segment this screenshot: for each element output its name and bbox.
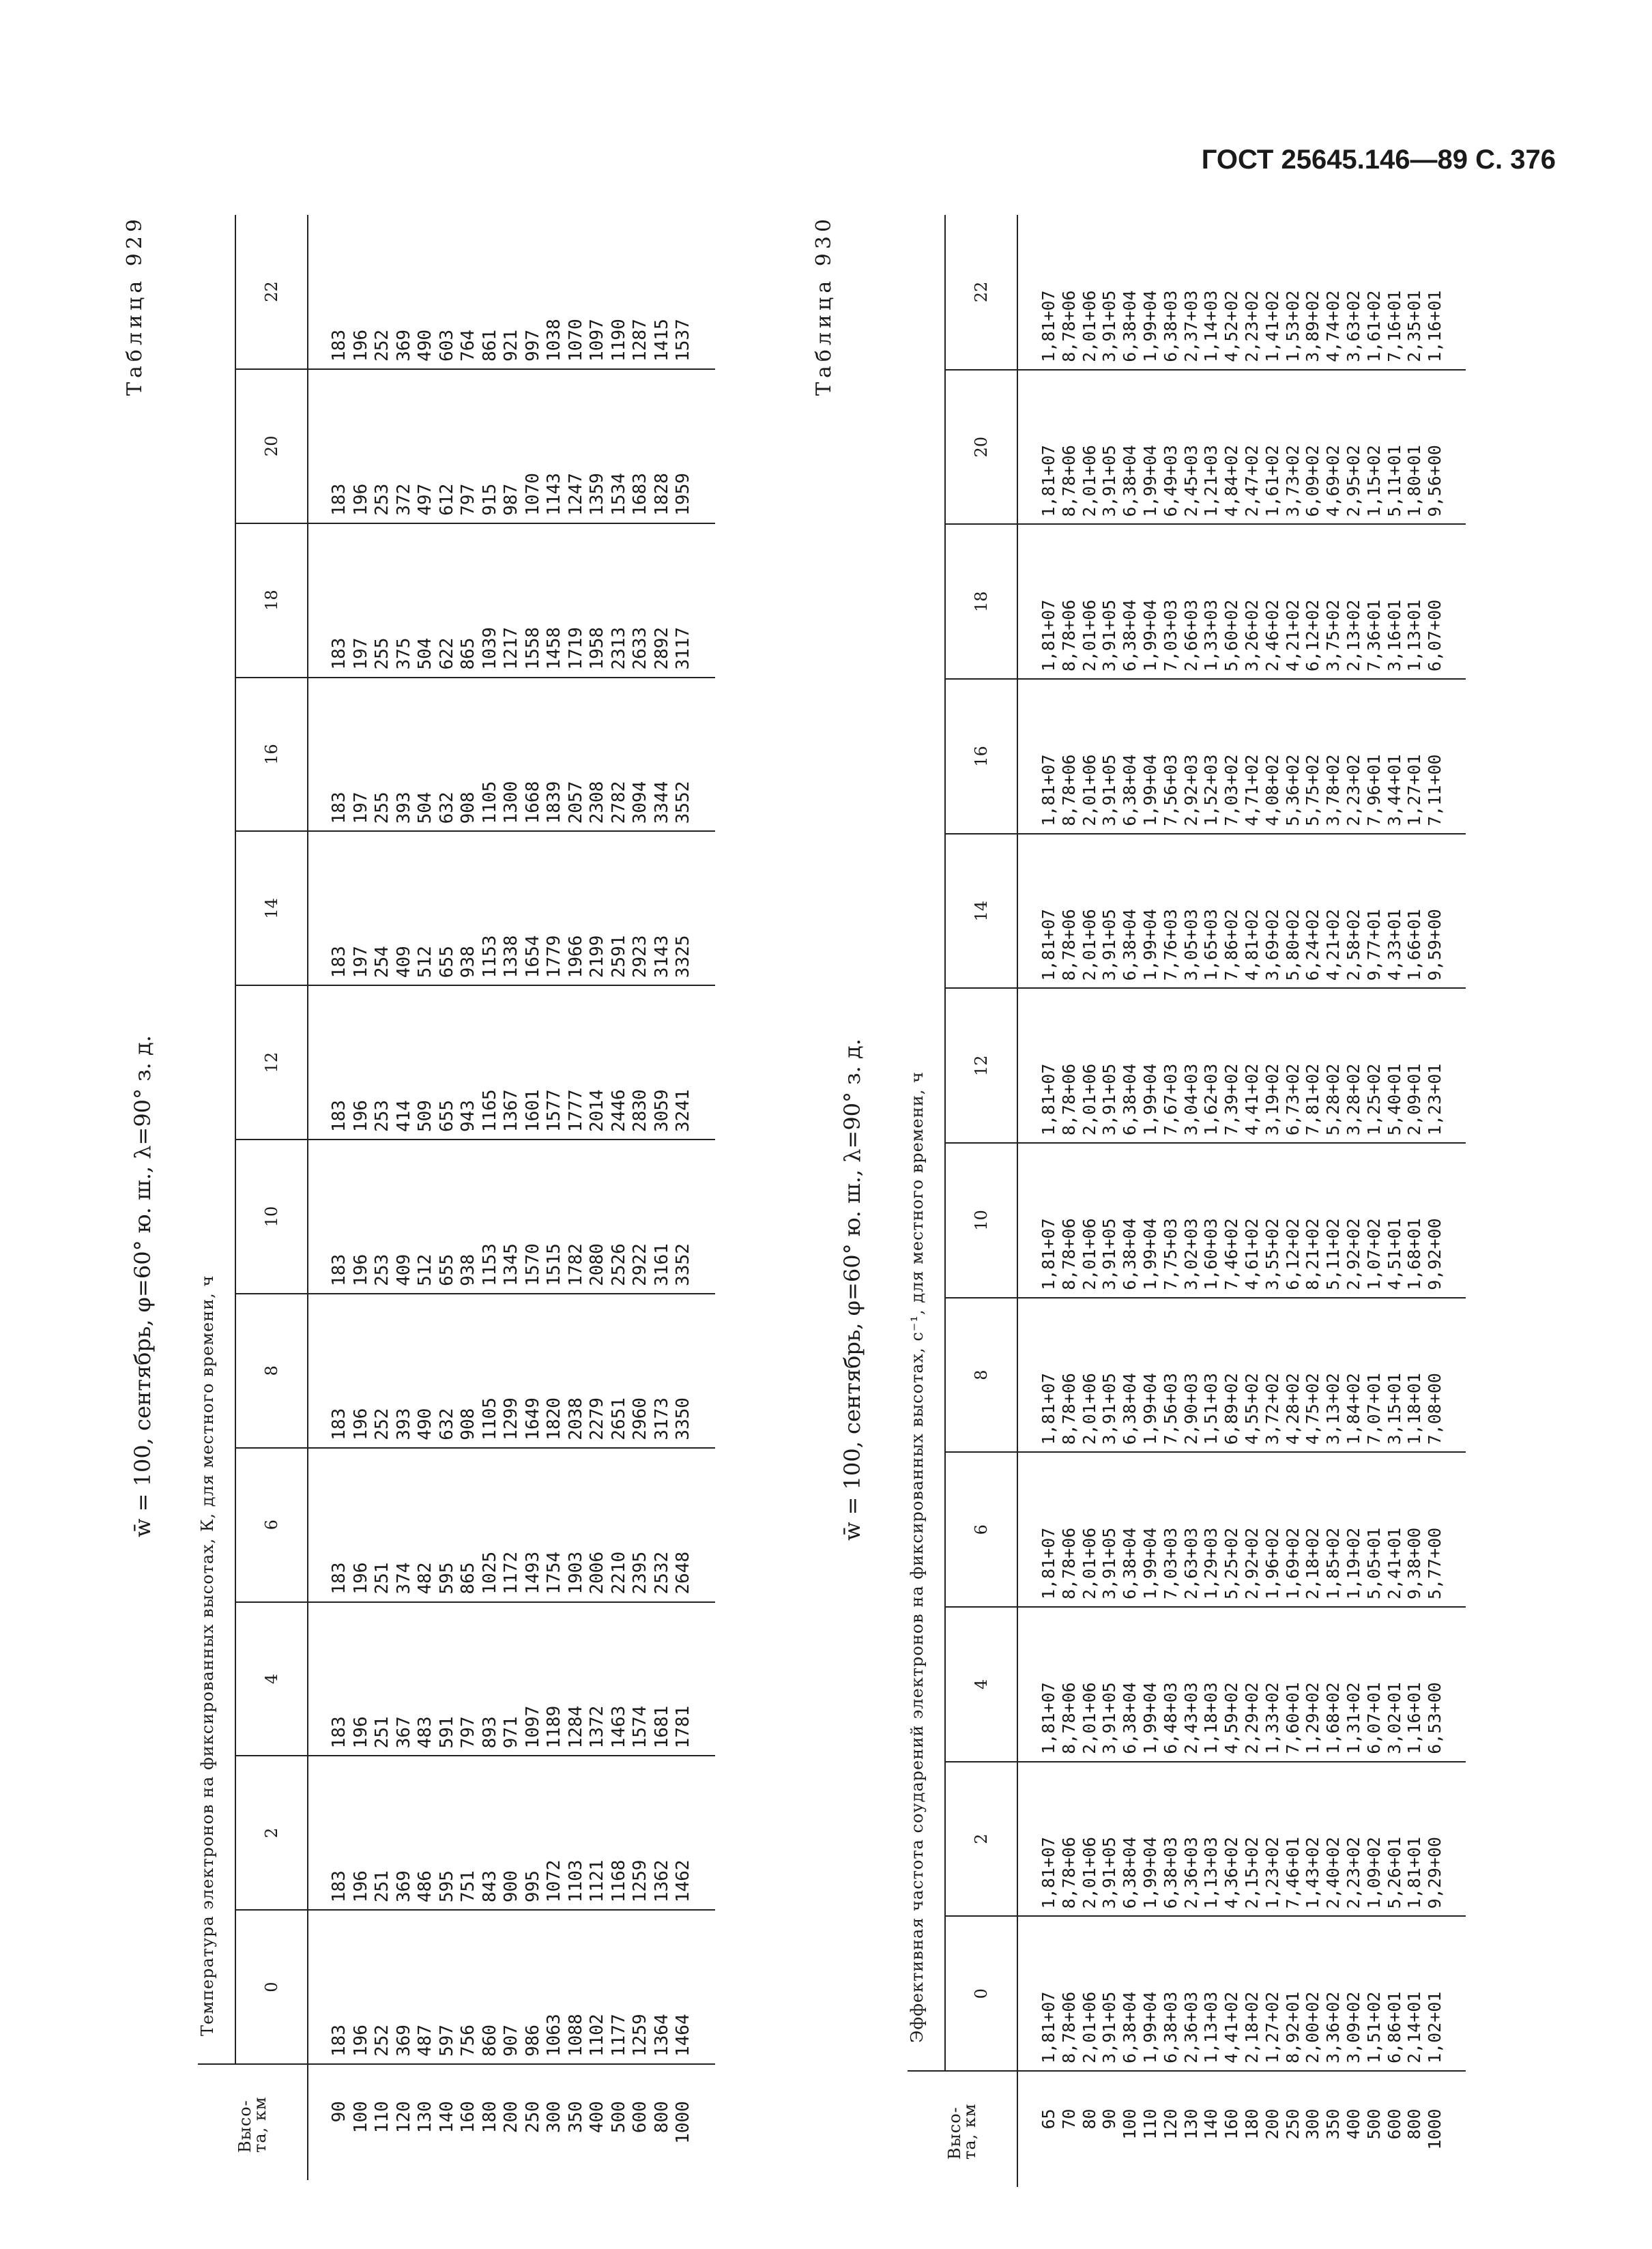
values-list: 183 196 252 393 490 632 908 1105 1299 1649 1820 2038 2279 2651 2960 3173 3350 xyxy=(329,1397,693,1440)
time-header-8: 8 xyxy=(945,1298,1017,1453)
values-column-18 xyxy=(308,523,715,678)
time-header-4: 4 xyxy=(945,1607,1017,1762)
values-column-18 xyxy=(1017,524,1466,679)
time-header-10: 10 xyxy=(945,1143,1017,1298)
values-column-8 xyxy=(308,1294,715,1448)
time-header-0: 0 xyxy=(235,1910,308,2064)
values-list: 183 196 251 374 482 595 865 1025 1172 1493 1754 1903 2006 2210 2395 2532 2648 xyxy=(329,1551,693,1595)
table-929-block xyxy=(123,215,819,2180)
values-column-22 xyxy=(308,215,715,369)
values-list: 1,81+07 8,78+06 2,01+06 3,91+05 6,38+04 1,99+04 7,67+03 3,04+03 1,62+03 7,39+02 4,41+02 3,19+02 6,73+02 7,81+02 5,28+02 3,28+02 1,25+02 5,40+01 2,09+01 1,23+01 xyxy=(1039,1063,1445,1136)
values-column-6 xyxy=(1017,1452,1466,1607)
time-header-row xyxy=(945,215,1017,2187)
values-list: 1,81+07 8,78+06 2,01+06 3,91+05 6,38+04 1,99+04 7,03+03 2,66+03 1,33+03 5,60+02 3,26+02 2,46+02 4,21+02 6,12+02 3,75+02 2,13+02 7,36+01 3,16+01 1,13+01 6,07+00 xyxy=(1039,599,1445,672)
values-column-4 xyxy=(1017,1607,1466,1762)
values-list: 1,81+07 8,78+06 2,01+06 3,91+05 6,38+04 1,99+04 7,56+03 2,90+03 1,51+03 6,89+02 4,55+02 3,72+02 4,28+02 4,75+02 3,13+02 1,84+02 7,07+01 3,15+01 1,18+01 7,08+00 xyxy=(1039,1373,1445,1445)
values-column-6 xyxy=(308,1448,715,1602)
values-column-20 xyxy=(1017,370,1466,525)
time-header-22: 22 xyxy=(945,215,1017,370)
values-list: 1,81+07 8,78+06 2,01+06 3,91+05 6,38+04 1,99+04 6,38+03 2,37+03 1,14+03 4,52+02 2,23+02 1,41+02 1,53+02 3,89+02 4,74+02 3,63+02 1,61+02 7,16+01 2,35+01 1,16+01 xyxy=(1039,290,1445,362)
time-header-4: 4 xyxy=(235,1602,308,1756)
values-column-16 xyxy=(1017,679,1466,834)
values-column-16 xyxy=(308,678,715,832)
values-column-22 xyxy=(1017,215,1466,370)
values-list: 183 197 255 375 504 622 865 1039 1217 1558 1458 1719 1958 2313 2633 2892 3117 xyxy=(329,626,693,670)
time-header-6: 6 xyxy=(945,1452,1017,1607)
values-column-2 xyxy=(308,1756,715,1910)
time-header-10: 10 xyxy=(235,1140,308,1294)
height-header: Высо- та, км xyxy=(908,2071,1017,2187)
time-header-22: 22 xyxy=(235,215,308,369)
time-header-16: 16 xyxy=(945,679,1017,834)
table-930 xyxy=(908,215,1466,2187)
values-list: 183 196 253 409 512 655 938 1153 1345 1570 1515 1782 2080 2526 2922 3161 3352 xyxy=(329,1243,693,1286)
values-column-20 xyxy=(308,369,715,523)
values-list: 183 196 252 369 490 603 764 861 921 997 1038 1070 1097 1190 1287 1415 1537 xyxy=(329,319,693,362)
table-body-row xyxy=(1017,215,1466,2187)
time-header-6: 6 xyxy=(235,1448,308,1602)
values-column-0 xyxy=(308,1910,715,2064)
time-header-12: 12 xyxy=(235,985,308,1140)
values-column-2 xyxy=(1017,1762,1466,1917)
time-header-20: 20 xyxy=(235,369,308,523)
time-header-14: 14 xyxy=(235,831,308,985)
values-column-10 xyxy=(308,1140,715,1294)
time-header-2: 2 xyxy=(945,1762,1017,1917)
values-list: 1,81+07 8,78+06 2,01+06 3,91+05 6,38+04 1,99+04 7,56+03 2,92+03 1,52+03 7,03+02 4,71+02 4,08+02 5,36+02 5,75+02 3,78+02 2,23+02 7,96+01 3,44+01 1,27+01 7,11+00 xyxy=(1039,754,1445,826)
table-body-row xyxy=(308,215,715,2180)
time-header-18: 18 xyxy=(945,524,1017,679)
values-column-8 xyxy=(1017,1298,1466,1453)
values-list: 1,81+07 8,78+06 2,01+06 3,91+05 6,38+04 1,99+04 7,76+03 3,05+03 1,65+03 7,86+02 4,81+02 3,69+02 5,80+02 6,24+02 4,21+02 2,58+02 9,77+01 4,33+01 1,66+01 9,59+00 xyxy=(1039,909,1445,981)
values-list: 183 196 251 369 486 595 751 843 900 995 1072 1103 1121 1168 1259 1362 1462 xyxy=(329,1859,693,1903)
time-header-18: 18 xyxy=(235,523,308,678)
values-list: 1,81+07 8,78+06 2,01+06 3,91+05 6,38+04 1,99+04 6,49+03 2,45+03 1,21+03 4,84+02 2,47+02 1,61+02 3,73+02 6,09+02 4,69+02 2,95+02 1,15+02 5,11+01 1,80+01 9,56+00 xyxy=(1039,445,1445,517)
values-list: 1,81+07 8,78+06 2,01+06 3,91+05 6,38+04 1,99+04 7,03+03 2,63+03 1,29+03 5,25+02 2,92+02 1,96+02 1,69+02 2,18+02 1,85+02 1,19+02 5,05+01 2,41+01 9,38+00 5,77+00 xyxy=(1039,1527,1445,1600)
group-header: Эффективная частота соударений электронов на фиксированных высотах, с⁻¹, для местного времени, ч xyxy=(908,215,945,2071)
values-list: 183 196 253 414 509 655 943 1165 1367 1601 1577 1777 2014 2446 2830 3059 3241 xyxy=(329,1089,693,1133)
heights-column xyxy=(308,2064,715,2180)
values-column-14 xyxy=(308,831,715,985)
page-header: ГОСТ 25645.146—89 С. 376 xyxy=(1201,145,1556,175)
heights-list: 65 70 80 90 100 110 120 130 140 160 180 200 250 300 350 400 500 600 800 1000 xyxy=(1039,2108,1445,2150)
values-list: 1,81+07 8,78+06 2,01+06 3,91+05 6,38+04 1,99+04 7,75+03 3,02+03 1,60+03 7,46+02 4,61+02 3,55+02 6,12+02 8,21+02 5,11+02 2,92+02 1,07+02 4,51+01 1,68+01 9,92+00 xyxy=(1039,1218,1445,1290)
table-930-subtitle: w̄ = 100, сентябрь, φ=60° ю. ш., λ=90° з. д. xyxy=(839,1039,865,1541)
values-list: 183 196 253 372 497 612 797 915 987 1070 1143 1247 1359 1534 1683 1828 1959 xyxy=(329,473,693,516)
time-header-8: 8 xyxy=(235,1294,308,1448)
values-column-10 xyxy=(1017,1143,1466,1298)
values-column-12 xyxy=(1017,988,1466,1143)
values-list: 1,81+07 8,78+06 2,01+06 3,91+05 6,38+04 1,99+04 6,38+03 2,36+03 1,13+03 4,41+02 2,18+02 1,27+02 8,92+01 2,00+02 3,36+02 3,09+02 1,51+02 6,86+01 2,14+01 1,02+01 xyxy=(1039,1991,1445,2063)
time-header-16: 16 xyxy=(235,678,308,832)
heights-column xyxy=(1017,2071,1466,2187)
values-list: 1,81+07 8,78+06 2,01+06 3,91+05 6,38+04 1,99+04 6,48+03 2,43+03 1,18+03 4,59+02 2,29+02 1,33+02 7,60+01 1,29+02 1,68+02 1,31+02 6,07+01 3,02+01 1,16+01 6,53+00 xyxy=(1039,1682,1445,1754)
values-column-12 xyxy=(308,985,715,1140)
table-929-label: Таблица 929 xyxy=(123,215,147,396)
values-list: 183 197 254 409 512 655 938 1153 1338 1654 1779 1966 2199 2591 2923 3143 3325 xyxy=(329,935,693,978)
values-column-4 xyxy=(308,1602,715,1756)
table-930-block xyxy=(812,215,1546,2187)
time-header-12: 12 xyxy=(945,988,1017,1143)
time-header-0: 0 xyxy=(945,1916,1017,2071)
values-list: 1,81+07 8,78+06 2,01+06 3,91+05 6,38+04 1,99+04 6,38+03 2,36+03 1,13+03 4,36+02 2,15+02 1,23+02 7,46+01 1,43+02 2,40+02 2,23+02 1,09+02 5,26+01 1,81+01 9,29+00 xyxy=(1039,1836,1445,1909)
time-header-2: 2 xyxy=(235,1756,308,1910)
values-column-0 xyxy=(1017,1916,1466,2071)
values-list: 183 197 255 393 504 632 908 1105 1300 1668 1839 2057 2308 2782 3094 3344 3552 xyxy=(329,781,693,824)
heights-list: 90 100 110 120 130 140 160 180 200 250 300 350 400 500 600 800 1000 xyxy=(329,2101,693,2144)
time-header-row xyxy=(235,215,308,2180)
group-header: Температура электронов на фиксированных высотах, К, для местного времени, ч xyxy=(198,215,235,2064)
height-header: Высо- та, км xyxy=(198,2064,308,2180)
time-header-14: 14 xyxy=(945,834,1017,989)
table-930-label: Таблица 930 xyxy=(812,215,836,396)
values-column-14 xyxy=(1017,834,1466,989)
values-list: 183 196 251 367 483 591 797 893 971 1097 1189 1284 1372 1463 1574 1681 1781 xyxy=(329,1705,693,1749)
table-929-subtitle: w̄ = 100, сентябрь, φ=60° ю. ш., λ=90° з. д. xyxy=(130,1035,156,1537)
time-header-20: 20 xyxy=(945,370,1017,525)
table-929 xyxy=(198,215,715,2180)
values-list: 183 196 252 369 487 597 756 860 907 986 1063 1088 1102 1177 1259 1364 1464 xyxy=(329,2014,693,2057)
